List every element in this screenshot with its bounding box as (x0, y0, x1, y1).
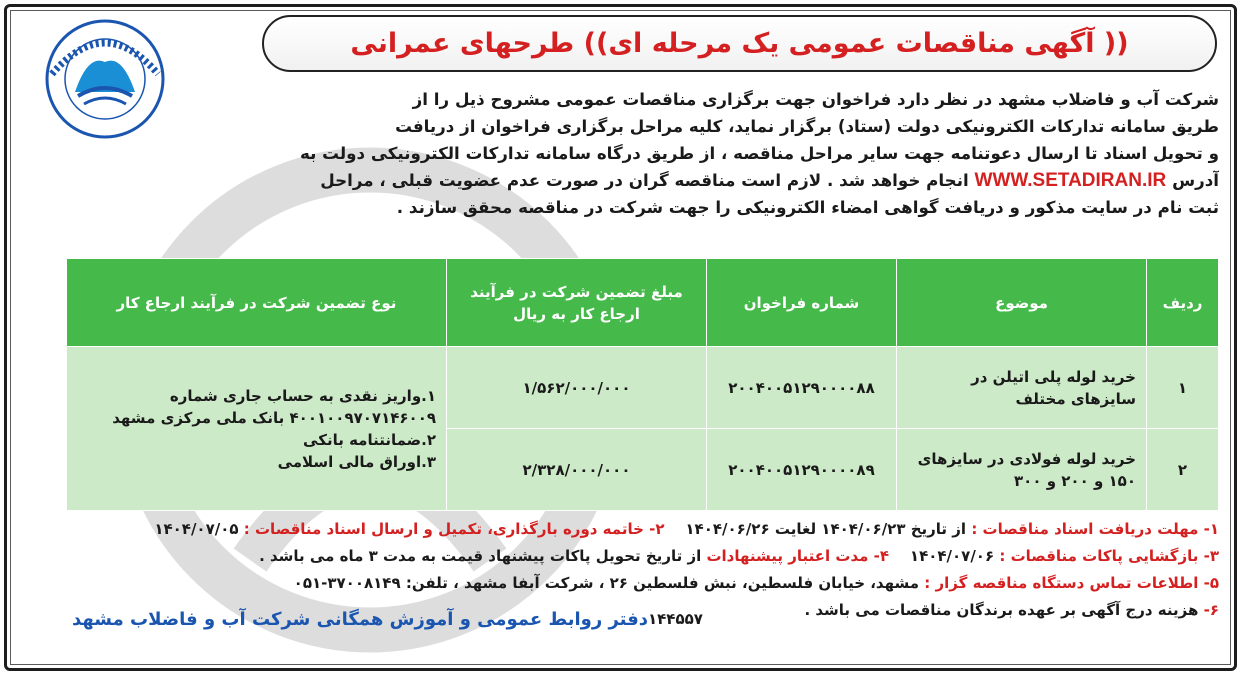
cell-row-number: ۲ (1147, 429, 1219, 511)
ad-serial-number: ۱۴۴۵۵۷ (648, 610, 703, 628)
tender-table (66, 258, 1219, 511)
cell-subject: خرید لوله پلی اتیلن در سایزهای مختلف (897, 347, 1147, 429)
cell-call-number: ۲۰۰۴۰۰۵۱۲۹۰۰۰۰۸۸ (707, 347, 897, 429)
guarantee-line: ۲.ضمانتنامه بانکی (303, 430, 436, 449)
address-label: آدرس (1172, 170, 1219, 190)
note-line-5 (70, 570, 1219, 597)
guarantee-line: ۱.واریز نقدی به حساب جاری شماره (169, 386, 436, 405)
intro-line: شرکت آب و فاضلاب مشهد در نظر دارد فراخوان جهت برگزاری مناقصات عمومی مشروح ذیل را از (412, 89, 1219, 109)
intro-line: طریق سامانه تدارکات الکترونیکی دولت (ستاد) برگزار نماید، کلیه مراحل برگزاری فراخوان از دریافت (395, 116, 1219, 136)
note-line-3-4 (70, 543, 1219, 570)
ad-title-banner (262, 15, 1217, 72)
note-6-text: هزینه درج آگهی بر عهده برندگان مناقصات می باشد . (804, 601, 1199, 619)
header-row-number: ردیف (1147, 259, 1219, 347)
header-guarantee-type: نوع تضمین شرکت در فرآیند ارجاع کار (67, 259, 447, 347)
intro-line: ثبت نام در سایت مذکور و دریافت گواهی امضاء الکترونیکی را جهت شرکت در مناقصه محقق سازند . (396, 197, 1219, 217)
note-3-text: ۱۴۰۴/۰۷/۰۶ (909, 547, 995, 565)
footer-signature: دفتر روابط عمومی و آموزش همگانی شرکت آب و فاضلاب مشهد (72, 609, 649, 630)
note-3-label: ۳- بازگشایی پاکات مناقصات : (999, 547, 1219, 565)
cell-call-number: ۲۰۰۴۰۰۵۱۲۹۰۰۰۰۸۹ (707, 429, 897, 511)
cell-row-number: ۱ (1147, 347, 1219, 429)
table-row (67, 347, 1219, 429)
intro-line-continued: انجام خواهد شد . لازم است مناقصه گران در صورت عدم عضویت قبلی ، مراحل (320, 170, 969, 190)
cell-subject: خرید لوله فولادی در سایزهای ۱۵۰ و ۲۰۰ و ۳۰۰ (897, 429, 1147, 511)
guarantee-line: ۳.اوراق مالی اسلامی (277, 452, 436, 471)
cell-guarantee-amount: ۱/۵۶۲/۰۰۰/۰۰۰ (447, 347, 707, 429)
note-5-label: ۵- اطلاعات تماس دستگاه مناقصه گزار : (924, 574, 1219, 592)
note-1-label: ۱- مهلت دریافت اسناد مناقصات : (971, 520, 1219, 538)
guarantee-line: ۴۰۰۱۰۰۹۷۰۷۱۴۶۰۰۹ بانک ملی مرکزی مشهد (112, 408, 436, 427)
cell-guarantee-type (67, 347, 447, 511)
ad-title: (( آگهی مناقصات عمومی یک مرحله ای)) طرحهای عمرانی (350, 28, 1129, 59)
note-4-label: ۴- مدت اعتبار پیشنهادات (706, 547, 890, 565)
header-call-number: شماره فراخوان (707, 259, 897, 347)
setad-url-link[interactable]: WWW.SETADIRAN.IR (974, 170, 1167, 191)
header-guarantee-amount: مبلغ تضمین شرکت در فرآیند ارجاع کار به ریال (447, 259, 707, 347)
note-2-text: ۱۴۰۴/۰۷/۰۵ (154, 520, 239, 538)
note-5-text: مشهد، خیابان فلسطین، نبش فلسطین ۲۶ ، شرکت آبفا مشهد ، تلفن: ۳۷۰۰۸۱۴۹-۰۵۱ (293, 574, 920, 592)
notes-section (70, 516, 1219, 624)
intro-paragraph (150, 86, 1219, 221)
note-4-text: از تاریخ تحویل پاکات پیشنهاد قیمت به مدت ۳ ماه می باشد . (259, 547, 702, 565)
note-line-1-2 (70, 516, 1219, 543)
note-1-text: از تاریخ ۱۴۰۴/۰۶/۲۳ لغایت ۱۴۰۴/۰۶/۲۶ (685, 520, 967, 538)
note-2-label: ۲- خاتمه دوره بارگذاری، تکمیل و ارسال اسناد مناقصات : (243, 520, 665, 538)
cell-guarantee-amount: ۲/۳۲۸/۰۰۰/۰۰۰ (447, 429, 707, 511)
header-subject: موضوع (897, 259, 1147, 347)
intro-line: و تحویل اسناد تا ارسال دعوتنامه جهت سایر مراحل مناقصه ، از طریق درگاه سامانه تدارکات الکترونیکی دولت به (299, 143, 1219, 163)
table-header-row (67, 259, 1219, 347)
intro-line-address (150, 167, 1219, 194)
note-6-label: ۶- (1203, 601, 1219, 619)
